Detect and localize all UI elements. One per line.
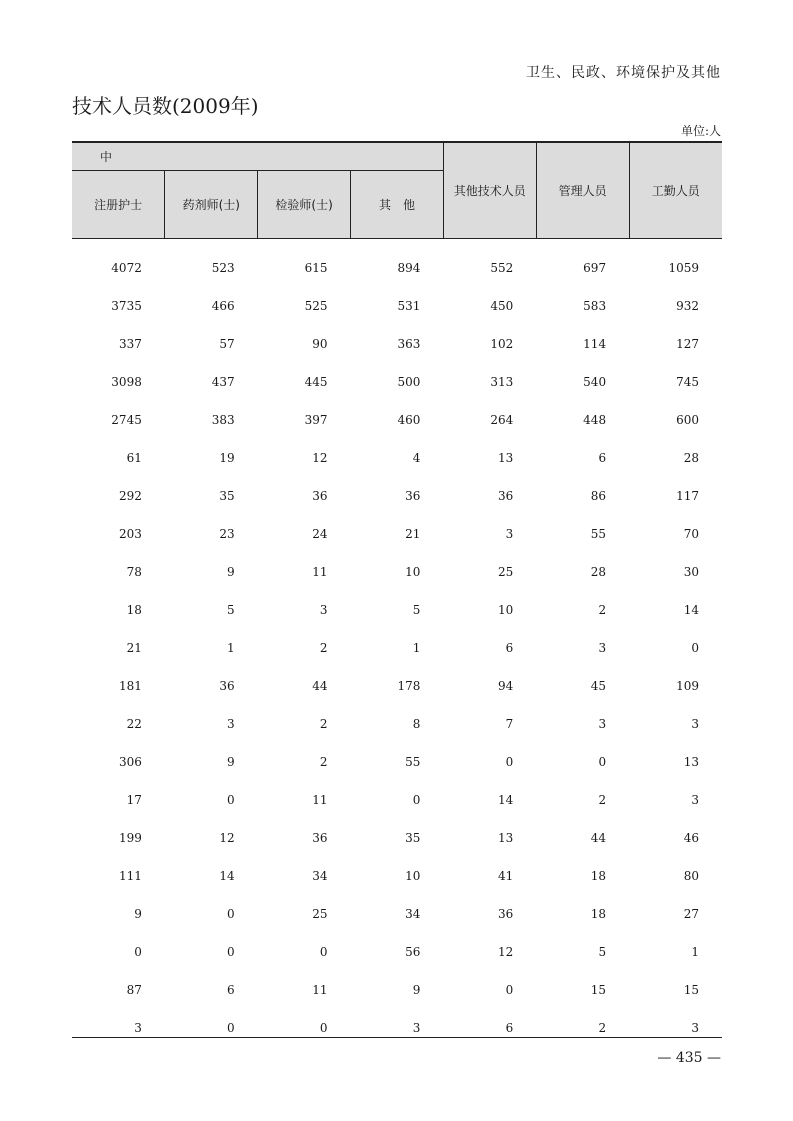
column-header-other: 其 他 (351, 171, 444, 239)
table-cell: 203 (118, 527, 142, 541)
column-header-lab-technician: 检验师(士) (258, 171, 351, 239)
table-cell: 3 (691, 793, 699, 807)
running-head: 卫生、民政、环境保护及其他 (526, 65, 721, 81)
table-cell: 552 (490, 261, 514, 275)
table-cell: 11 (312, 983, 328, 997)
table-cell: 14 (683, 603, 699, 617)
column-header-pharmacist: 药剂师(士) (165, 171, 258, 239)
table-cell: 86 (590, 489, 607, 503)
table-cell: 0 (227, 793, 235, 807)
table-cell: 0 (134, 945, 142, 959)
column-header-service-workers: 工勤人员 (629, 142, 722, 239)
table-cell: 932 (676, 299, 699, 313)
table-cell: 19 (219, 451, 235, 465)
table-cell: 583 (583, 299, 607, 313)
table-cell: 2 (598, 1021, 607, 1035)
table-cell: 450 (490, 299, 514, 313)
table-cell: 3 (598, 641, 607, 655)
table-cell: 383 (211, 413, 235, 427)
table-cell: 500 (397, 375, 421, 389)
table-row (72, 591, 722, 629)
table-cell: 2 (319, 641, 328, 655)
table-cell: 313 (490, 375, 514, 389)
table-cell: 525 (304, 299, 328, 313)
table-cell: 78 (126, 565, 142, 579)
table-row (72, 895, 722, 933)
table-row (72, 401, 722, 439)
table-cell: 21 (405, 527, 421, 541)
table-cell: 697 (583, 261, 607, 275)
table-cell: 36 (312, 831, 328, 845)
table-cell: 6 (505, 641, 514, 655)
table-cell: 9 (412, 983, 421, 997)
table-row (72, 287, 722, 325)
table-cell: 10 (405, 565, 421, 579)
table-cell: 11 (312, 793, 328, 807)
table-cell: 0 (319, 1021, 328, 1035)
table-cell: 36 (497, 907, 514, 921)
table-cell: 1 (691, 945, 699, 959)
table-cell: 3 (412, 1021, 421, 1035)
table-cell: 35 (219, 489, 235, 503)
table-cell: 46 (683, 831, 699, 845)
table-cell: 6 (227, 983, 235, 997)
table-cell: 0 (227, 907, 235, 921)
table-row (72, 1009, 722, 1047)
table-cell: 34 (312, 869, 328, 883)
table-cell: 6 (598, 451, 607, 465)
table-cell: 523 (211, 261, 235, 275)
unit-label: 单位:人 (680, 124, 721, 138)
table-cell: 117 (676, 489, 699, 503)
table-cell: 36 (219, 679, 235, 693)
table-cell: 14 (219, 869, 235, 883)
table-cell: 0 (412, 793, 421, 807)
table-cell: 181 (118, 679, 142, 693)
table-cell: 8 (412, 717, 421, 731)
table-cell: 0 (691, 641, 699, 655)
table-cell: 5 (227, 603, 235, 617)
column-header-management: 管理人员 (536, 142, 629, 239)
table-cell: 2 (598, 793, 607, 807)
table-cell: 18 (590, 907, 607, 921)
table-cell: 36 (497, 489, 514, 503)
table-cell: 3 (691, 717, 699, 731)
table-cell: 15 (683, 983, 699, 997)
table-cell: 445 (304, 375, 328, 389)
table-cell: 41 (497, 869, 514, 883)
table-cell: 0 (319, 945, 328, 959)
table-row (72, 553, 722, 591)
table-row (72, 629, 722, 667)
table-cell: 127 (676, 337, 699, 351)
table-cell: 199 (118, 831, 142, 845)
table-cell: 34 (405, 907, 421, 921)
table-row (72, 667, 722, 705)
table-row (72, 515, 722, 553)
table-cell: 466 (211, 299, 235, 313)
table-cell: 10 (497, 603, 514, 617)
table-cell: 0 (227, 945, 235, 959)
table-cell: 2 (319, 717, 328, 731)
table-cell: 178 (397, 679, 421, 693)
column-header-other-technical: 其他技术人员 (443, 142, 536, 239)
table-cell: 27 (683, 907, 699, 921)
table-cell: 7 (505, 717, 514, 731)
table-cell: 3 (319, 603, 328, 617)
table-cell: 0 (227, 1021, 235, 1035)
table-cell: 306 (118, 755, 142, 769)
table-row (72, 239, 722, 288)
table-cell: 28 (683, 451, 699, 465)
table-cell: 109 (676, 679, 699, 693)
table-cell: 1 (227, 641, 235, 655)
table-cell: 3 (598, 717, 607, 731)
table-cell: 56 (405, 945, 421, 959)
table-cell: 44 (312, 679, 328, 693)
table-cell: 13 (683, 755, 699, 769)
table-cell: 57 (219, 337, 235, 351)
table-cell: 14 (497, 793, 514, 807)
table-cell: 397 (304, 413, 328, 427)
table-cell: 745 (676, 375, 699, 389)
page-number: — 435 — (657, 1050, 721, 1066)
table-cell: 36 (405, 489, 421, 503)
table-cell: 3098 (111, 375, 142, 389)
table-cell: 2 (319, 755, 328, 769)
table-cell: 3 (227, 717, 235, 731)
table-cell: 35 (405, 831, 421, 845)
table-cell: 531 (397, 299, 421, 313)
table-row (72, 743, 722, 781)
table-cell: 4 (412, 451, 421, 465)
table-cell: 460 (397, 413, 421, 427)
bottom-rule (72, 1037, 722, 1038)
table-cell: 600 (676, 413, 699, 427)
table-cell: 17 (126, 793, 142, 807)
page-title: 技术人员数(2009年) (72, 94, 259, 118)
table-cell: 25 (497, 565, 514, 579)
table-cell: 70 (683, 527, 699, 541)
table-cell: 2 (598, 603, 607, 617)
table-cell: 4072 (111, 261, 142, 275)
table-cell: 55 (405, 755, 421, 769)
table-header (72, 142, 722, 239)
table-cell: 30 (683, 565, 699, 579)
table-cell: 6 (505, 1021, 514, 1035)
table-cell: 437 (211, 375, 235, 389)
table-cell: 3 (134, 1021, 142, 1035)
table-row (72, 705, 722, 743)
table-cell: 114 (583, 337, 607, 351)
table-cell: 21 (126, 641, 142, 655)
table-cell: 9 (227, 755, 235, 769)
statistics-table (72, 141, 722, 1047)
table-cell: 10 (405, 869, 421, 883)
table-cell: 12 (219, 831, 235, 845)
table-cell: 18 (590, 869, 607, 883)
table-body (72, 239, 722, 1048)
table-cell: 28 (590, 565, 607, 579)
table-cell: 337 (118, 337, 142, 351)
table-row (72, 439, 722, 477)
table-cell: 12 (312, 451, 328, 465)
table-cell: 2745 (111, 413, 142, 427)
table-cell: 1059 (668, 261, 699, 275)
table-cell: 1 (412, 641, 421, 655)
table-cell: 24 (312, 527, 328, 541)
table-cell: 25 (312, 907, 328, 921)
table-cell: 12 (497, 945, 514, 959)
table-cell: 90 (312, 337, 328, 351)
table-row (72, 325, 722, 363)
table-row (72, 477, 722, 515)
table-cell: 3 (505, 527, 514, 541)
table-cell: 55 (590, 527, 607, 541)
table-cell: 9 (134, 907, 142, 921)
table-cell: 615 (304, 261, 328, 275)
table-row (72, 971, 722, 1009)
table-cell: 102 (490, 337, 514, 351)
table-cell: 80 (683, 869, 699, 883)
table-cell: 111 (118, 869, 142, 883)
table-cell: 894 (397, 261, 421, 275)
table-cell: 3735 (111, 299, 142, 313)
table-cell: 0 (505, 755, 514, 769)
table-cell: 11 (312, 565, 328, 579)
table-cell: 13 (497, 831, 514, 845)
table-cell: 292 (118, 489, 142, 503)
table-cell: 36 (312, 489, 328, 503)
table-cell: 44 (590, 831, 607, 845)
table-row (72, 933, 722, 971)
table-cell: 23 (219, 527, 235, 541)
column-header-registered-nurse: 注册护士 (72, 171, 165, 239)
group-header: 中 (72, 142, 443, 171)
table-cell: 5 (412, 603, 421, 617)
table-cell: 540 (583, 375, 607, 389)
table-cell: 94 (497, 679, 514, 693)
table-cell: 87 (126, 983, 142, 997)
table-row (72, 819, 722, 857)
table-cell: 22 (126, 717, 142, 731)
table-cell: 0 (598, 755, 607, 769)
table-cell: 9 (227, 565, 235, 579)
table-cell: 18 (126, 603, 142, 617)
table-cell: 3 (691, 1021, 699, 1035)
table-cell: 0 (505, 983, 514, 997)
table-cell: 61 (126, 451, 142, 465)
table-row (72, 363, 722, 401)
table-cell: 13 (497, 451, 514, 465)
table-cell: 5 (598, 945, 607, 959)
table-cell: 264 (490, 413, 514, 427)
table-cell: 45 (590, 679, 607, 693)
table-row (72, 857, 722, 895)
table-cell: 363 (397, 337, 421, 351)
table-cell: 15 (590, 983, 607, 997)
table-row (72, 781, 722, 819)
table-cell: 448 (583, 413, 607, 427)
